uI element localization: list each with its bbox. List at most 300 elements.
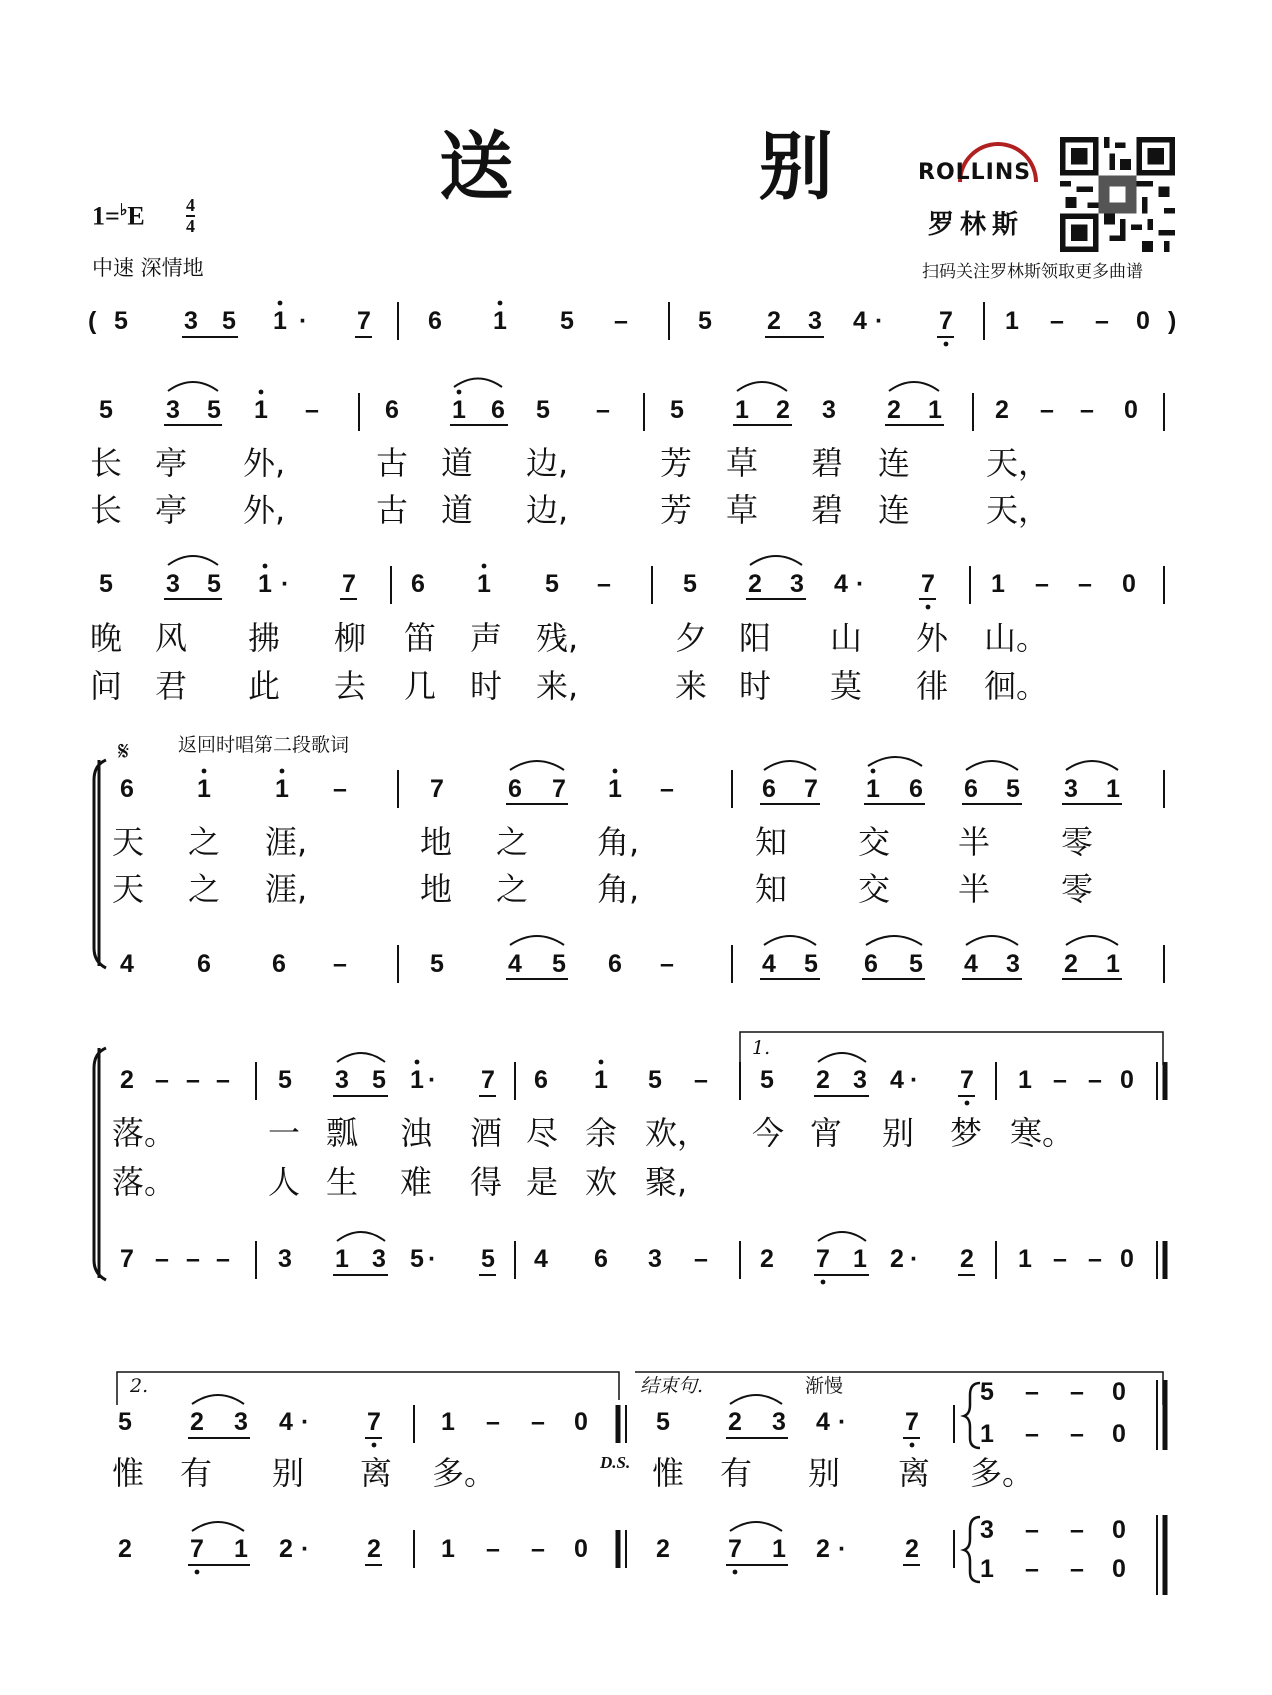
svg-text:1: 1: [980, 1420, 994, 1448]
svg-text:2: 2: [760, 1245, 774, 1273]
ritardando-label: 渐慢: [805, 1375, 844, 1397]
svg-text:3: 3: [980, 1516, 994, 1544]
svg-text:–: –: [186, 1066, 200, 1094]
svg-text:2: 2: [656, 1535, 670, 1563]
svg-text:7: 7: [728, 1535, 742, 1563]
svg-text:–: –: [1095, 307, 1109, 335]
svg-text:1: 1: [1005, 307, 1019, 335]
svg-text:1: 1: [477, 570, 491, 598]
lyric-syllable: 边,: [526, 444, 569, 482]
svg-text:5: 5: [481, 1245, 495, 1273]
svg-text:–: –: [596, 396, 610, 424]
lyric-syllable: 落。: [112, 1114, 177, 1152]
meter-top: 4: [186, 195, 195, 215]
svg-text:4: 4: [120, 950, 134, 978]
lyric-syllable: 生: [326, 1163, 359, 1201]
svg-text:7: 7: [481, 1066, 495, 1094]
svg-text:5: 5: [648, 1066, 662, 1094]
lyric-syllable: 之: [188, 870, 221, 908]
lyric-syllable: 别: [272, 1454, 305, 1492]
svg-text:1: 1: [441, 1408, 455, 1436]
svg-text:6: 6: [964, 775, 978, 803]
svg-text:1: 1: [991, 570, 1005, 598]
svg-text:0: 0: [1136, 307, 1150, 335]
lyric-syllable: 是: [526, 1163, 559, 1201]
lyric-syllable: 有: [180, 1454, 213, 1492]
svg-text:5: 5: [698, 307, 712, 335]
svg-text:1: 1: [273, 307, 287, 335]
key-note: E: [127, 201, 145, 231]
svg-text:2: 2: [279, 1535, 293, 1563]
svg-text:1: 1: [335, 1245, 349, 1273]
svg-text:5: 5: [207, 396, 221, 424]
lyric-syllable: 惟: [652, 1454, 685, 1492]
svg-text:3: 3: [790, 570, 804, 598]
svg-text:·: ·: [428, 1245, 437, 1273]
svg-text:5: 5: [670, 396, 684, 424]
svg-text:6: 6: [508, 775, 522, 803]
svg-text:–: –: [1070, 1516, 1084, 1544]
lyric-syllable: 离: [898, 1454, 931, 1492]
svg-text:5: 5: [1006, 775, 1020, 803]
lyric-syllable: 山: [830, 619, 863, 657]
svg-text:1: 1: [254, 396, 268, 424]
svg-text:1: 1: [452, 396, 466, 424]
svg-text:3: 3: [278, 1245, 292, 1273]
svg-text:2: 2: [1064, 950, 1078, 978]
svg-text:7: 7: [367, 1408, 381, 1436]
lyric-syllable: 古: [376, 444, 409, 482]
svg-text:0: 0: [1122, 570, 1136, 598]
lyric-syllable: 今: [752, 1114, 785, 1152]
svg-text:–: –: [486, 1408, 500, 1436]
svg-text:2: 2: [816, 1066, 830, 1094]
lyric-syllable: 知: [755, 870, 788, 908]
svg-text:–: –: [333, 775, 347, 803]
svg-text:5: 5: [99, 570, 113, 598]
lyric-syllable: 零: [1061, 870, 1094, 908]
svg-text:6: 6: [594, 1245, 608, 1273]
lyric-syllable: 古: [376, 491, 409, 529]
lyric-syllable: 天: [112, 870, 145, 908]
svg-text:5: 5: [552, 950, 566, 978]
verse-row-2: [99, 556, 1164, 609]
svg-text:5: 5: [683, 570, 697, 598]
lyric-syllable: 离: [360, 1454, 393, 1492]
svg-text:3: 3: [166, 396, 180, 424]
svg-text:–: –: [1025, 1420, 1039, 1448]
tempo-marking: 中速 深情地: [92, 256, 204, 280]
ending-phrase-label: 结束句.: [640, 1375, 704, 1397]
lyric-syllable: 芳: [660, 444, 693, 482]
svg-text:5: 5: [222, 307, 236, 335]
svg-text:7: 7: [905, 1408, 919, 1436]
lyric-syllable: 柳: [334, 619, 367, 657]
svg-text:–: –: [1070, 1378, 1084, 1406]
svg-text:7: 7: [939, 307, 953, 335]
lyric-syllable: 长: [90, 444, 123, 482]
lyric-syllable: 问: [90, 667, 123, 705]
svg-text:1: 1: [234, 1535, 248, 1563]
lyric-syllable: 夕: [675, 619, 708, 657]
svg-text:1: 1: [594, 1066, 608, 1094]
svg-text:4: 4: [890, 1066, 904, 1094]
lyric-syllable: 笛: [404, 619, 437, 657]
lyric-syllable: 半: [958, 870, 991, 908]
svg-text:·: ·: [301, 1408, 310, 1436]
svg-text:6: 6: [909, 775, 923, 803]
lyric-syllable: 欢: [585, 1163, 618, 1201]
lyric-syllable: 君: [155, 667, 188, 705]
svg-text:1: 1: [197, 775, 211, 803]
svg-text:2: 2: [748, 570, 762, 598]
svg-text:2: 2: [960, 1245, 974, 1273]
svg-text:–: –: [694, 1066, 708, 1094]
svg-text:4: 4: [964, 950, 978, 978]
lyric-syllable: 长: [90, 491, 123, 529]
svg-text:6: 6: [762, 775, 776, 803]
svg-text:2: 2: [767, 307, 781, 335]
svg-text:5: 5: [545, 570, 559, 598]
svg-text:7: 7: [342, 570, 356, 598]
lyric-syllable: 多。: [970, 1454, 1035, 1492]
lyric-syllable: 一: [268, 1114, 301, 1152]
svg-text:1: 1: [1106, 950, 1120, 978]
svg-text:2: 2: [887, 396, 901, 424]
lyric-syllable: 地: [420, 870, 453, 908]
svg-text:7: 7: [921, 570, 935, 598]
svg-text:2: 2: [776, 396, 790, 424]
svg-text:·: ·: [299, 307, 308, 335]
svg-text:–: –: [1088, 1245, 1102, 1273]
lyric-syllable: 知: [755, 823, 788, 861]
lyric-syllable: 去: [334, 667, 367, 705]
svg-text:3: 3: [853, 1066, 867, 1094]
svg-text:2: 2: [118, 1535, 132, 1563]
svg-text:–: –: [660, 775, 674, 803]
volta-2-label: 2.: [130, 1375, 149, 1397]
lyric-syllable: 角,: [597, 870, 640, 908]
lyric-syllable: 天，: [986, 444, 1051, 482]
svg-text:1: 1: [410, 1066, 424, 1094]
segno-icon: 𝄋: [118, 737, 130, 767]
svg-text:1: 1: [608, 775, 622, 803]
svg-text:6: 6: [491, 396, 505, 424]
page-title: 送 别: [439, 124, 943, 210]
svg-text:5: 5: [909, 950, 923, 978]
svg-text:7: 7: [816, 1245, 830, 1273]
svg-text:–: –: [614, 307, 628, 335]
lyric-syllable: 浊: [400, 1114, 433, 1152]
svg-text:4: 4: [279, 1408, 293, 1436]
lyric-syllable: 角,: [597, 823, 640, 861]
brand-name-cn: 罗林斯: [928, 210, 1025, 240]
lyric-syllable: 惟: [112, 1454, 145, 1492]
svg-text:1: 1: [493, 307, 507, 335]
svg-text:7: 7: [430, 775, 444, 803]
svg-text:2: 2: [905, 1535, 919, 1563]
svg-text:–: –: [305, 396, 319, 424]
lyric-syllable: 亭: [155, 444, 188, 482]
lyric-syllable: 草: [726, 491, 759, 529]
svg-text:1: 1: [866, 775, 880, 803]
lyric-syllable: 宵: [810, 1114, 843, 1152]
lyric-syllable: 道: [441, 444, 474, 482]
svg-text:3: 3: [234, 1408, 248, 1436]
svg-text:2: 2: [367, 1535, 381, 1563]
lyric-syllable: 芳: [660, 491, 693, 529]
lyric-syllable: 酒: [470, 1114, 503, 1152]
lyric-syllable: 别: [808, 1454, 841, 1492]
flat-sign: ♭: [119, 202, 128, 219]
lyric-syllable: 莫: [830, 667, 863, 705]
svg-text:0: 0: [1112, 1555, 1126, 1583]
svg-text:·: ·: [910, 1245, 919, 1273]
lyric-syllable: 来: [675, 667, 708, 705]
lyric-syllable: 之: [496, 870, 529, 908]
svg-text:6: 6: [272, 950, 286, 978]
svg-text:3: 3: [184, 307, 198, 335]
lyric-syllable: 天，: [986, 491, 1051, 529]
svg-text:1: 1: [1018, 1245, 1032, 1273]
lyric-syllable: 涯,: [265, 823, 308, 861]
svg-text:5: 5: [278, 1066, 292, 1094]
svg-text:·: ·: [281, 570, 290, 598]
svg-text:3: 3: [648, 1245, 662, 1273]
svg-text:7: 7: [120, 1245, 134, 1273]
svg-text:–: –: [597, 570, 611, 598]
svg-text:6: 6: [197, 950, 211, 978]
svg-text:5: 5: [114, 307, 128, 335]
svg-text:–: –: [660, 950, 674, 978]
svg-text:3: 3: [822, 396, 836, 424]
svg-text:5: 5: [560, 307, 574, 335]
svg-text:5: 5: [980, 1378, 994, 1406]
svg-text:0: 0: [574, 1535, 588, 1563]
brand-logo-text: ROLLINS: [918, 160, 1032, 185]
lyric-syllable: 欢，: [645, 1114, 710, 1152]
svg-text:–: –: [1050, 307, 1064, 335]
lyric-syllable: 声: [470, 619, 503, 657]
lyric-syllable: 瓢: [326, 1114, 359, 1152]
open-paren: (: [88, 307, 97, 335]
svg-text:5: 5: [372, 1066, 386, 1094]
lyric-syllable: 梦: [950, 1114, 983, 1152]
svg-text:–: –: [1025, 1378, 1039, 1406]
meter-bottom: 4: [186, 216, 195, 236]
verse-row-1: [99, 379, 1164, 432]
svg-text:–: –: [1053, 1066, 1067, 1094]
svg-text:–: –: [1025, 1555, 1039, 1583]
svg-text:3: 3: [1006, 950, 1020, 978]
svg-text:–: –: [1025, 1516, 1039, 1544]
svg-text:·: ·: [875, 307, 884, 335]
svg-text:5: 5: [99, 396, 113, 424]
lyric-syllable: 碧: [811, 444, 844, 482]
lyric-syllable: 之: [188, 823, 221, 861]
svg-text:–: –: [694, 1245, 708, 1273]
svg-text:6: 6: [534, 1066, 548, 1094]
lyric-syllable: 余: [585, 1114, 618, 1152]
lyric-syllable: 边,: [526, 491, 569, 529]
svg-text:6: 6: [120, 775, 134, 803]
lyric-syllable: 阳: [739, 619, 772, 657]
dal-segno-label: D.S.: [600, 1453, 631, 1472]
svg-text:4: 4: [534, 1245, 548, 1273]
lyric-syllable: 外: [916, 619, 949, 657]
svg-text:–: –: [1035, 570, 1049, 598]
svg-text:1: 1: [275, 775, 289, 803]
svg-text:6: 6: [428, 307, 442, 335]
svg-text:1: 1: [1106, 775, 1120, 803]
svg-text:7: 7: [804, 775, 818, 803]
svg-text:0: 0: [574, 1408, 588, 1436]
lyric-syllable: 山。: [984, 619, 1049, 657]
svg-text:0: 0: [1120, 1066, 1134, 1094]
scan-caption: 扫码关注罗林斯领取更多曲谱: [922, 262, 1143, 282]
lyric-syllable: 有: [720, 1454, 753, 1492]
lyric-syllable: 碧: [811, 491, 844, 529]
svg-text:4: 4: [834, 570, 848, 598]
svg-text:·: ·: [301, 1535, 310, 1563]
svg-text:6: 6: [608, 950, 622, 978]
svg-text:1: 1: [853, 1245, 867, 1273]
svg-text:5: 5: [760, 1066, 774, 1094]
lyric-syllable: 多。: [432, 1454, 497, 1492]
svg-text:1: 1: [1018, 1066, 1032, 1094]
svg-text:5: 5: [118, 1408, 132, 1436]
svg-text:5: 5: [656, 1408, 670, 1436]
lyric-syllable: 时: [470, 667, 503, 705]
return-instruction: 返回时唱第二段歌词: [178, 734, 350, 756]
lyric-syllable: 落。: [112, 1163, 177, 1201]
lyric-syllable: 徊。: [984, 667, 1049, 705]
close-paren: ): [1168, 307, 1177, 335]
svg-text:–: –: [1053, 1245, 1067, 1273]
svg-text:–: –: [1070, 1420, 1084, 1448]
svg-text:0: 0: [1112, 1516, 1126, 1544]
lyric-syllable: 尽: [526, 1114, 559, 1152]
svg-text:0: 0: [1112, 1378, 1126, 1406]
svg-text:0: 0: [1112, 1420, 1126, 1448]
svg-text:–: –: [1070, 1555, 1084, 1583]
svg-text:–: –: [155, 1245, 169, 1273]
svg-text:3: 3: [372, 1245, 386, 1273]
svg-text:–: –: [186, 1245, 200, 1273]
lyric-syllable: 寒。: [1010, 1114, 1075, 1152]
svg-text:–: –: [531, 1535, 545, 1563]
svg-text:·: ·: [910, 1066, 919, 1094]
lyric-syllable: 草: [726, 444, 759, 482]
lyric-syllable: 几: [404, 667, 437, 705]
lyric-syllable: 人: [268, 1163, 301, 1201]
svg-text:0: 0: [1120, 1245, 1134, 1273]
svg-text:7: 7: [552, 775, 566, 803]
svg-text:5: 5: [207, 570, 221, 598]
svg-text:4: 4: [853, 307, 867, 335]
lyric-syllable: 交: [858, 823, 891, 861]
lyric-syllable: 别: [882, 1114, 915, 1152]
svg-text:1: 1: [258, 570, 272, 598]
svg-text:6: 6: [411, 570, 425, 598]
svg-text:7: 7: [357, 307, 371, 335]
svg-text:2: 2: [995, 396, 1009, 424]
svg-text:–: –: [216, 1245, 230, 1273]
lyric-syllable: 连: [878, 444, 911, 482]
volta-1-label: 1.: [752, 1037, 771, 1059]
svg-text:5: 5: [410, 1245, 424, 1273]
svg-text:3: 3: [808, 307, 822, 335]
lyric-syllable: 残,: [536, 619, 579, 657]
svg-text:1: 1: [980, 1555, 994, 1583]
svg-text:1: 1: [735, 396, 749, 424]
svg-text:1: 1: [772, 1535, 786, 1563]
lyrics: [90, 444, 1093, 1492]
svg-text:·: ·: [856, 570, 865, 598]
svg-text:·: ·: [838, 1535, 847, 1563]
key-prefix: 1=: [92, 201, 120, 231]
svg-text:1: 1: [441, 1535, 455, 1563]
lyric-syllable: 拂: [248, 619, 281, 657]
svg-text:2: 2: [816, 1535, 830, 1563]
lyric-syllable: 交: [858, 870, 891, 908]
lyric-syllable: 天: [112, 823, 145, 861]
svg-text:3: 3: [335, 1066, 349, 1094]
svg-text:–: –: [155, 1066, 169, 1094]
svg-text:5: 5: [536, 396, 550, 424]
svg-text:–: –: [333, 950, 347, 978]
svg-text:3: 3: [166, 570, 180, 598]
lyric-syllable: 徘: [916, 667, 949, 705]
svg-text:6: 6: [864, 950, 878, 978]
lyric-syllable: 之: [496, 823, 529, 861]
svg-text:–: –: [1040, 396, 1054, 424]
lyric-syllable: 零: [1061, 823, 1094, 861]
svg-text:–: –: [1078, 570, 1092, 598]
svg-text:–: –: [1080, 396, 1094, 424]
svg-text:5: 5: [430, 950, 444, 978]
chorus-system-2: [94, 1032, 1165, 1284]
svg-text:–: –: [1088, 1066, 1102, 1094]
svg-text:2: 2: [190, 1408, 204, 1436]
lyric-syllable: 半: [958, 823, 991, 861]
lyric-syllable: 涯,: [265, 870, 308, 908]
svg-text:–: –: [531, 1408, 545, 1436]
intro-row: [88, 301, 1176, 347]
svg-text:3: 3: [772, 1408, 786, 1436]
lyric-syllable: 晚: [90, 619, 123, 657]
svg-text:5: 5: [804, 950, 818, 978]
svg-text:1: 1: [928, 396, 942, 424]
lyric-syllable: 外,: [243, 491, 286, 529]
svg-text:7: 7: [190, 1535, 204, 1563]
svg-text:2: 2: [728, 1408, 742, 1436]
svg-text:7: 7: [960, 1066, 974, 1094]
svg-text:–: –: [216, 1066, 230, 1094]
svg-text:0: 0: [1124, 396, 1138, 424]
lyric-syllable: 风: [155, 619, 188, 657]
svg-text:–: –: [486, 1535, 500, 1563]
lyric-syllable: 道: [441, 491, 474, 529]
svg-text:4: 4: [762, 950, 776, 978]
lyric-syllable: 时: [739, 667, 772, 705]
svg-text:6: 6: [385, 396, 399, 424]
lyric-syllable: 难: [400, 1163, 433, 1201]
lyric-syllable: 此: [248, 667, 281, 705]
lyric-syllable: 连: [878, 491, 911, 529]
lyric-syllable: 地: [420, 823, 453, 861]
lyric-syllable: 得: [470, 1163, 503, 1201]
